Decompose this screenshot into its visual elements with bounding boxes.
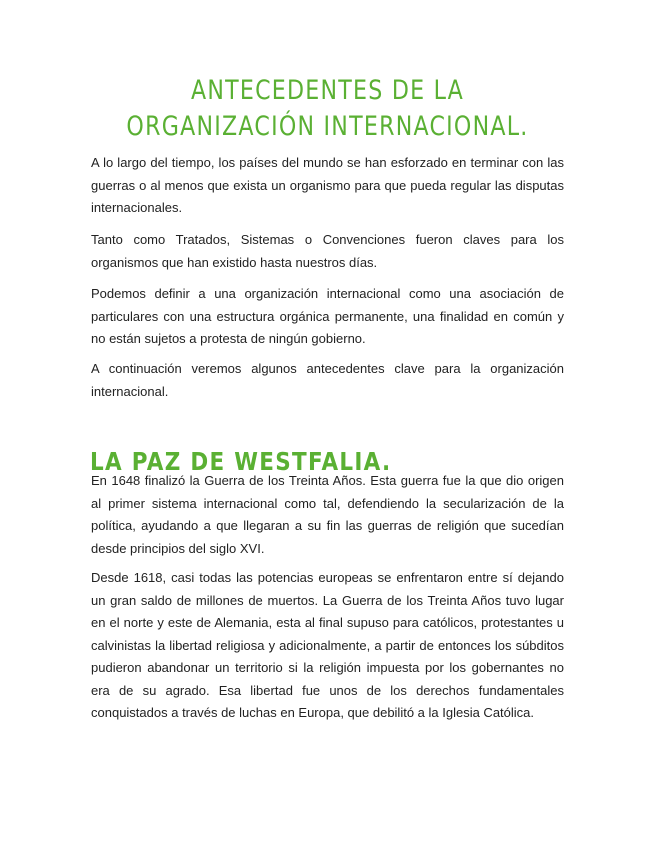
page-title-line-2: ORGANIZACIÓN INTERNACIONAL. <box>126 111 529 143</box>
intro-paragraph-1: A lo largo del tiempo, los países del mundo se han esforzado en terminar con las guerras o al menos que exista un organismo para que pueda regular las disputas internacionales. <box>91 155 564 215</box>
section-paragraph-2: Desde 1618, casi todas las potencias europeas se enfrentaron entre sí dejando un gran saldo de millones de muertos. La Guerra de los Treinta Años tuvo lugar en el norte y este de Alemania, esta al final supuso para católicos, protestantes u calvinistas la libertad religiosa y adicionalmente, a partir de entonces los súbditos pudieron abandonar un territorio si la religión impuesta por los gobernantes no era de su agrado. Esa libertad fue unos de los derechos fundamentales conquistados a través de luchas en Europa, que debilitó a la Iglesia Católica. <box>91 570 564 720</box>
section-heading-westfalia: LA PAZ DE WESTFALIA. <box>90 446 392 476</box>
intro-paragraph-4: A continuación veremos algunos antecedentes clave para la organización internacional. <box>91 361 564 399</box>
intro-paragraph-2: Tanto como Tratados, Sistemas o Convenciones fueron claves para los organismos que han existido hasta nuestros días. <box>91 232 564 270</box>
intro-paragraph-3: Podemos definir a una organización internacional como una asociación de particulares con una estructura orgánica permanente, una finalidad en común y no están sujetos a protesta de ningún gobierno. <box>91 286 564 346</box>
page-title-line-1: ANTECEDENTES DE LA <box>190 75 465 107</box>
page-title <box>59 73 596 145</box>
section-paragraph-1: En 1648 finalizó la Guerra de los Treinta Años. Esta guerra fue la que dio origen al primer sistema internacional como tal, defendiendo la secularización de la política, ayudando a que llegaran a su fin las guerras de religión que sucedían desde principios del siglo XVI. <box>91 473 564 556</box>
